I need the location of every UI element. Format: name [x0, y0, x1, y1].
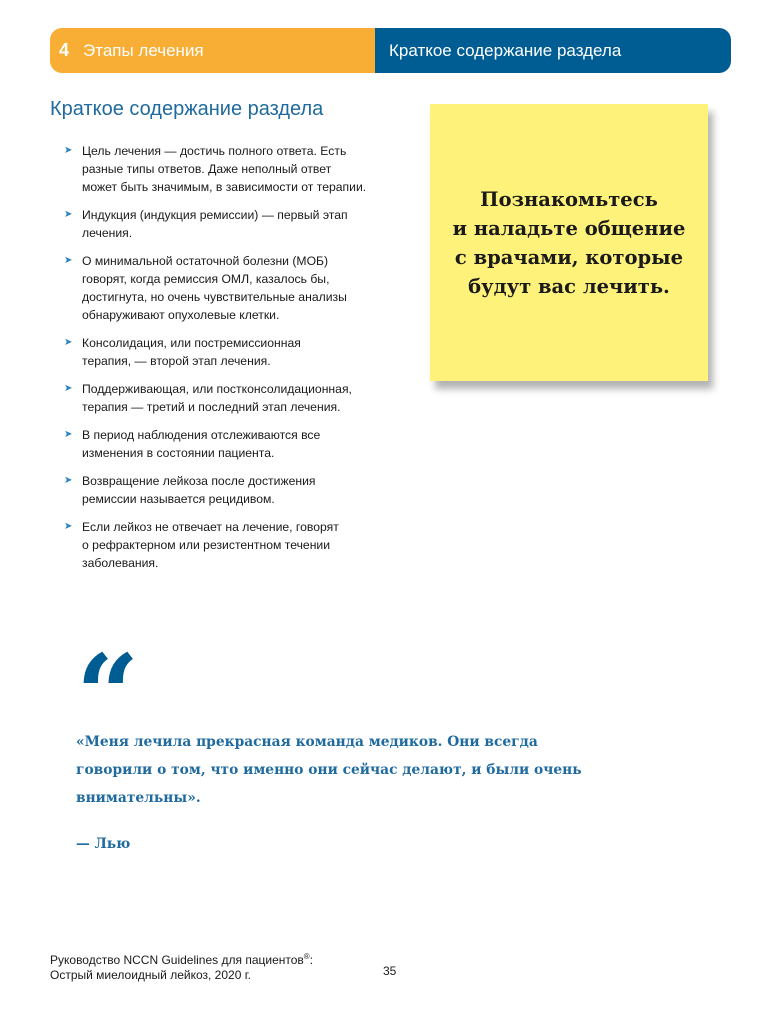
arrow-bullet-icon: ➤ — [64, 337, 73, 348]
list-item: ➤ Цель лечения — достичь полного ответа. Есть разные типы ответов. Даже неполный ответ может быть значимым, в зависимости от терапии. — [64, 144, 367, 194]
quote-author: — Лью — [76, 836, 131, 852]
chapter-tab[interactable] — [50, 28, 375, 73]
summary-list — [64, 142, 384, 582]
sticky-note — [430, 104, 708, 381]
list-item: ➤ Консолидация, или постремиссионная терапия, — второй этап лечения. — [64, 336, 301, 368]
section-tab-title: Краткое содержание раздела — [389, 40, 622, 60]
chapter-number: 4 — [59, 40, 70, 60]
arrow-bullet-icon: ➤ — [64, 475, 73, 486]
list-item: ➤ Возвращение лейкоза после достижения ремиссии называется рецидивом. — [64, 474, 316, 506]
arrow-bullet-icon: ➤ — [64, 145, 73, 156]
arrow-bullet-icon: ➤ — [64, 383, 73, 394]
page-number: 35 — [383, 964, 397, 978]
chapter-header-bar — [50, 28, 731, 73]
arrow-bullet-icon: ➤ — [64, 521, 73, 532]
sticky-note-text: Познакомьтесь и наладьте общение с врачами, которые будут вас лечить. — [452, 187, 686, 298]
list-item: ➤ Поддерживающая, или постконсолидационная, терапия — третий и последний этап лечения. — [64, 382, 352, 414]
section-heading: Краткое содержание раздела — [50, 98, 324, 120]
list-item: ➤ О минимальной остаточной болезни (МОБ) говорят, когда ремиссия ОМЛ, казалось бы, достигнута, но очень чувствительные анализы обнаруживают опухолевые клетки. — [64, 254, 347, 322]
list-item: ➤ В период наблюдения отслеживаются все изменения в состоянии пациента. — [64, 428, 321, 460]
quote-mark-icon: “ — [76, 630, 140, 759]
chapter-title: Этапы лечения — [83, 40, 204, 60]
arrow-bullet-icon: ➤ — [64, 255, 73, 266]
section-tab[interactable] — [375, 28, 731, 73]
list-item: ➤ Индукция (индукция ремиссии) — первый этап лечения. — [64, 208, 348, 240]
patient-quote: «Меня лечила прекрасная команда медиков. Они всегда говорили о том, что именно они сейчас делают, и были очень внимательны». — [76, 734, 582, 806]
arrow-bullet-icon: ➤ — [64, 429, 73, 440]
list-item: ➤ Если лейкоз не отвечает на лечение, говорят о рефрактерном или резистентном течении заболевания. — [64, 520, 339, 570]
arrow-bullet-icon: ➤ — [64, 209, 73, 220]
footer-text: Руководство NCCN Guidelines для пациентов®: Острый миелоидный лейкоз, 2020 г. — [50, 952, 314, 982]
